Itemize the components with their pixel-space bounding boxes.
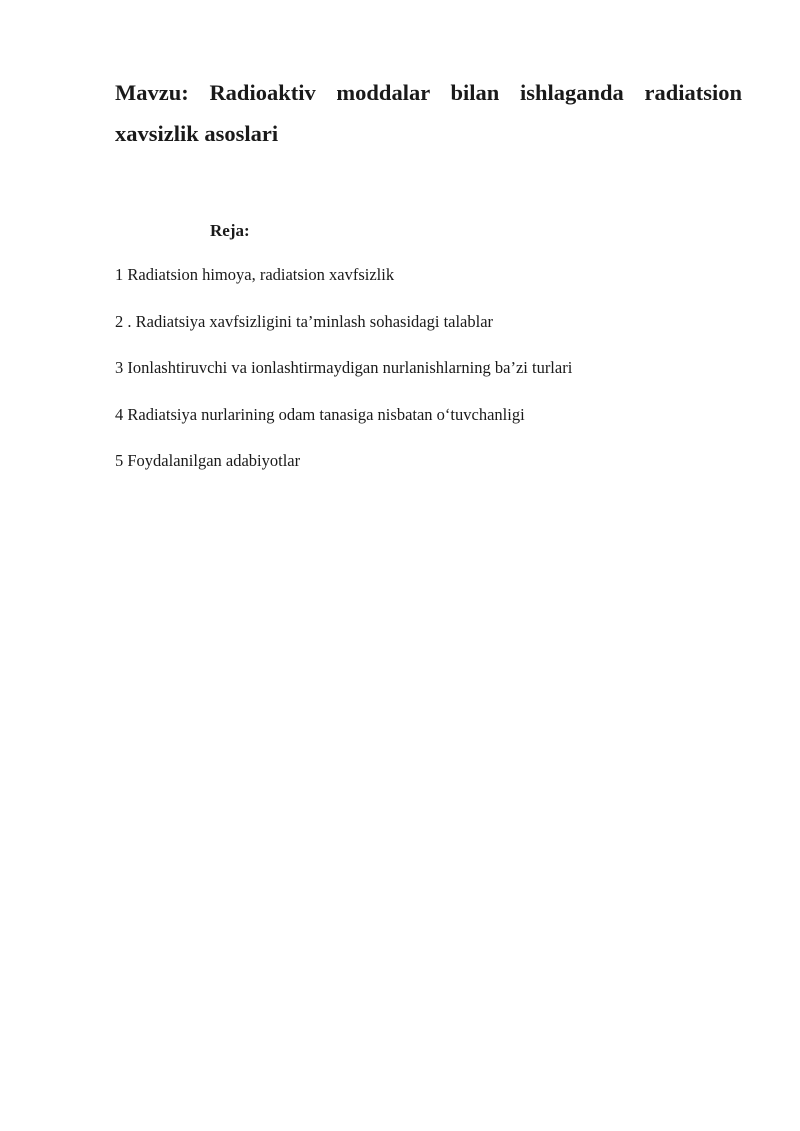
plan-heading: Reja: <box>210 221 250 240</box>
plan-item-5: 5 Foydalanilgan adabiyotlar <box>115 451 301 470</box>
plan-item-4: 4 Radiatsiya nurlarining odam tanasiga nisbatan o‘tuvchanligi <box>115 404 525 424</box>
plan-item-3: 3 Ionlashtiruvchi va ionlashtirmaydigan nurlanishlarning ba’zi turlari <box>115 358 573 377</box>
plan-item-1: 1 Radiatsion himoya, radiatsion xavfsizlik <box>115 265 395 284</box>
plan-item-2: 2 . Radiatsiya xavfsizligini ta’minlash sohasidagi talablar <box>115 311 494 331</box>
plan-list <box>115 264 572 497</box>
document-title: Mavzu: Radioaktiv moddalar bilan ishlaganda radiatsion xavsizlik asoslari <box>115 80 742 146</box>
